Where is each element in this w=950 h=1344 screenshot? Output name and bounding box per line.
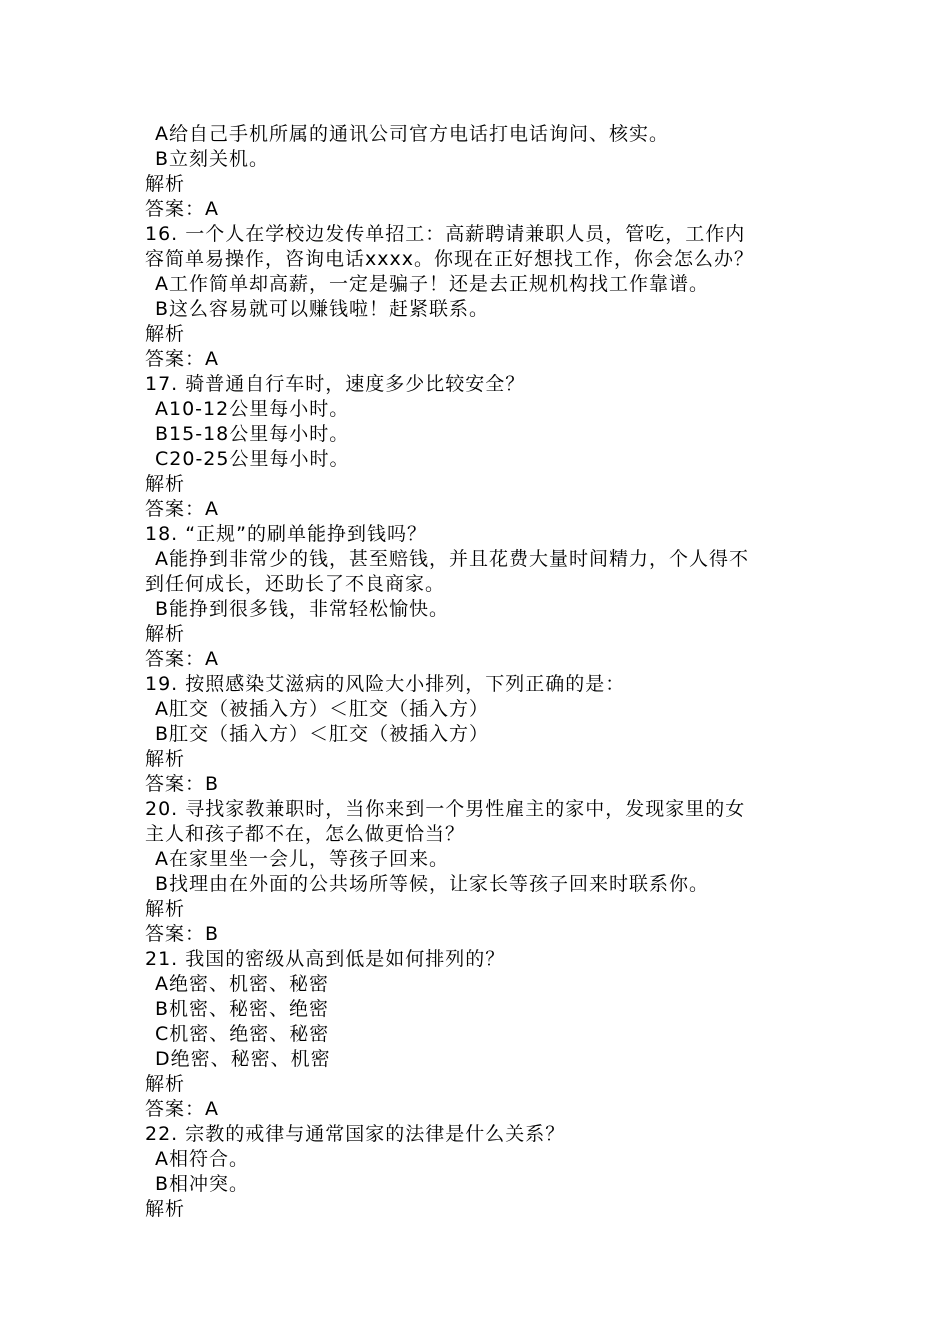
option-line: A能挣到非常少的钱，甚至赔钱，并且花费大量时间精力，个人得不 xyxy=(155,548,749,570)
option-line: B这么容易就可以赚钱啦！赶紧联系。 xyxy=(155,298,490,320)
question-line: 主人和孩子都不在，怎么做更恰当？ xyxy=(145,823,466,845)
question-line: 20. 寻找家教兼职时，当你来到一个男性雇主的家中，发现家里的女 xyxy=(145,798,746,820)
question-line: 容简单易操作，咨询电话xxxx。你现在正好想找工作，你会怎么办？ xyxy=(145,248,754,270)
option-line: A工作简单却高薪，一定是骗子！还是去正规机构找工作靠谱。 xyxy=(155,273,709,295)
question-line: 到任何成长，还助长了不良商家。 xyxy=(145,573,446,595)
option-line: B相冲突。 xyxy=(155,1173,250,1195)
answer-line: 答案：A xyxy=(145,648,219,670)
document-page xyxy=(145,122,815,1222)
option-line: B能挣到很多钱，非常轻松愉快。 xyxy=(155,598,450,620)
answer-line: 答案：B xyxy=(145,923,220,945)
answer-line: 答案：A xyxy=(145,1098,219,1120)
analysis-label: 解析 xyxy=(145,623,186,645)
question-line: 17. 骑普通自行车时，速度多少比较安全？ xyxy=(145,373,526,395)
question-line: 19. 按照感染艾滋病的风险大小排列，下列正确的是： xyxy=(145,673,626,695)
analysis-label: 解析 xyxy=(145,473,186,495)
option-line: A10-12公里每小时。 xyxy=(155,398,350,420)
option-line: D绝密、秘密、机密 xyxy=(155,1048,331,1070)
option-line: A相符合。 xyxy=(155,1148,249,1170)
option-line: C机密、绝密、秘密 xyxy=(155,1023,330,1045)
question-line: 18. “正规”的刷单能挣到钱吗？ xyxy=(145,523,427,545)
option-line: A绝密、机密、秘密 xyxy=(155,973,329,995)
option-line: B找理由在外面的公共场所等候，让家长等孩子回来时联系你。 xyxy=(155,873,710,895)
question-line: 16. 一个人在学校边发传单招工：高薪聘请兼职人员，管吃，工作内 xyxy=(145,223,746,245)
analysis-label: 解析 xyxy=(145,173,186,195)
analysis-label: 解析 xyxy=(145,1073,186,1095)
option-line: A肛交（被插入方）＜肛交（插入方） xyxy=(155,698,489,720)
answer-line: 答案：B xyxy=(145,773,220,795)
answer-line: 答案：A xyxy=(145,348,219,370)
analysis-label: 解析 xyxy=(145,748,186,770)
option-line: A给自己手机所属的通讯公司官方电话打电话询问、核实。 xyxy=(155,123,669,145)
option-line: B肛交（插入方）＜肛交（被插入方） xyxy=(155,723,490,745)
option-line: C20-25公里每小时。 xyxy=(155,448,350,470)
answer-line: 答案：A xyxy=(145,498,219,520)
option-line: B15-18公里每小时。 xyxy=(155,423,350,445)
analysis-label: 解析 xyxy=(145,323,186,345)
analysis-label: 解析 xyxy=(145,1198,186,1220)
option-line: A在家里坐一会儿，等孩子回来。 xyxy=(155,848,449,870)
option-line: B立刻关机。 xyxy=(155,148,270,170)
analysis-label: 解析 xyxy=(145,898,186,920)
answer-line: 答案：A xyxy=(145,198,219,220)
question-line: 21. 我国的密级从高到低是如何排列的？ xyxy=(145,948,506,970)
question-line: 22. 宗教的戒律与通常国家的法律是什么关系？ xyxy=(145,1123,566,1145)
option-line: B机密、秘密、绝密 xyxy=(155,998,330,1020)
